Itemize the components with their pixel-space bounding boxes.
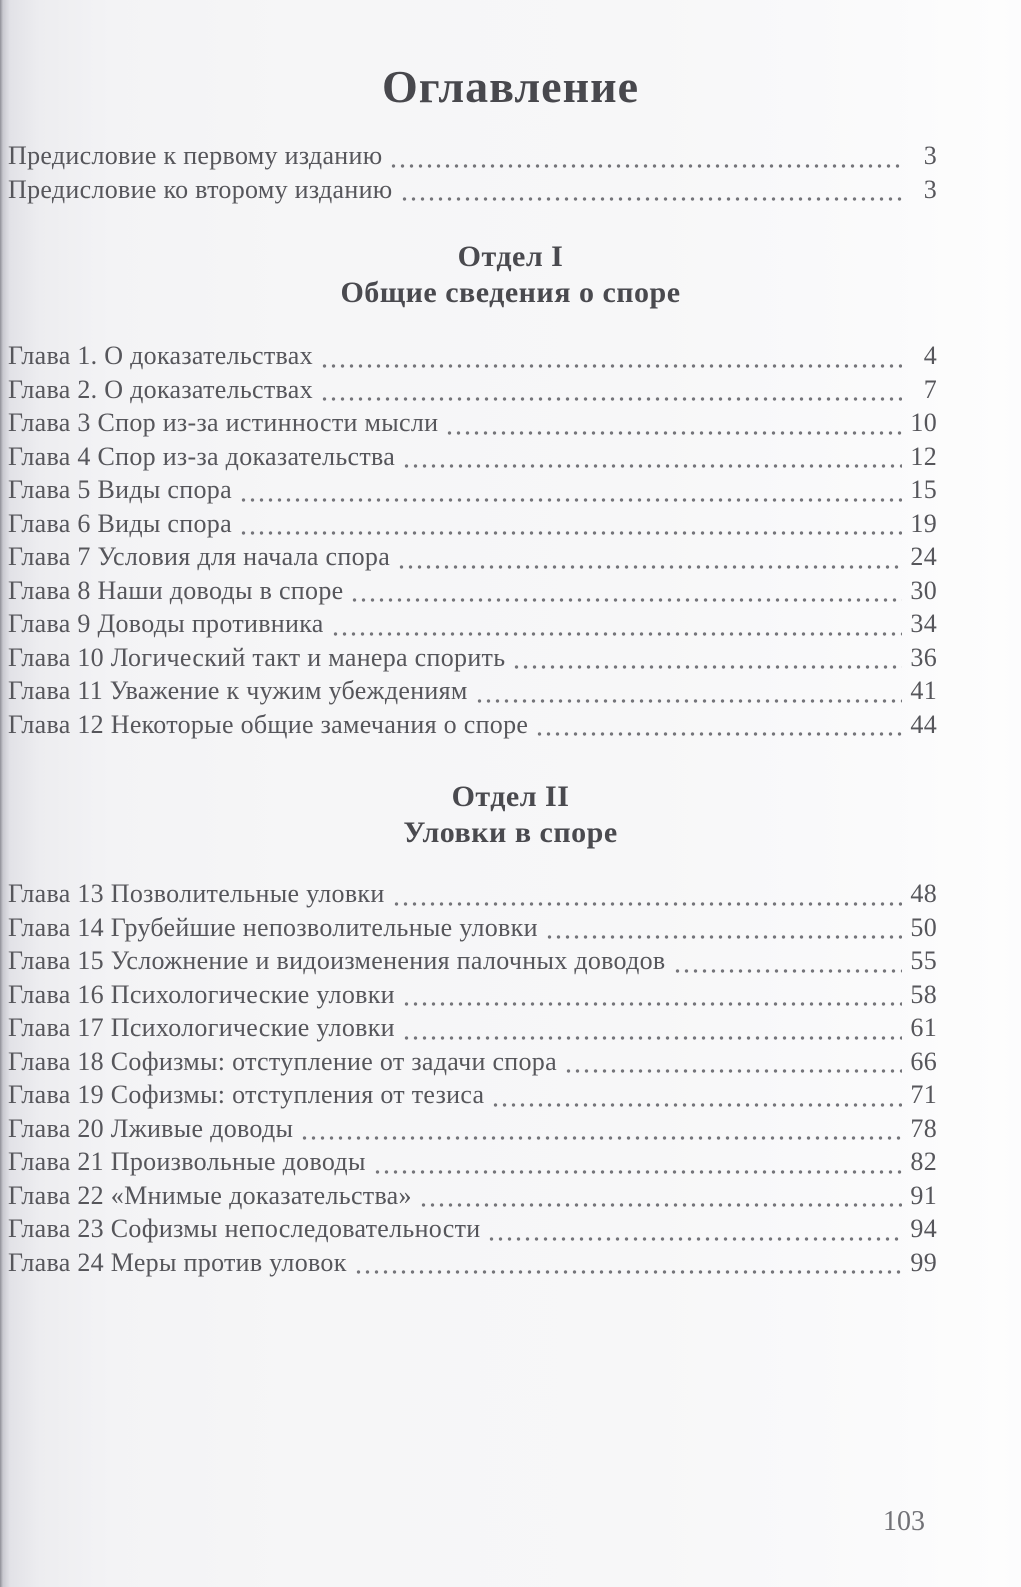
dot-leader (445, 431, 902, 435)
dot-leader (535, 732, 902, 736)
dot-leader (239, 531, 902, 535)
toc-entry-page: 44 (910, 709, 937, 739)
toc-entry-title: Глава 8 Наши доводы в споре (8, 575, 344, 605)
toc-entry (8, 1147, 937, 1181)
toc-entry-page: 15 (910, 475, 937, 504)
dot-leader (397, 565, 902, 569)
toc-entry-title: Глава 1. О доказательствах (8, 341, 313, 370)
toc-entry-title: Глава 17 Психологические уловки (8, 1013, 395, 1042)
dot-leader (373, 1170, 902, 1174)
section-2-title: Отдел II (451, 780, 570, 813)
toc-entry-title: Глава 11 Уважение к чужим убеждениям (8, 676, 468, 705)
dot-leader (673, 969, 902, 973)
toc-entry-page: 91 (910, 1180, 937, 1210)
toc-entry-page: 41 (910, 676, 937, 705)
folio-page-number: 103 (883, 1506, 925, 1537)
section-1-heading (0, 239, 1021, 311)
toc-entry (8, 442, 937, 476)
toc-entry-page: 48 (910, 879, 937, 908)
toc-entry (8, 676, 937, 710)
toc-entry-page: 12 (910, 441, 937, 471)
toc-entry-title: Глава 10 Логический такт и манера спорить (8, 642, 506, 672)
toc-entry (8, 1080, 937, 1114)
dot-leader (491, 1103, 902, 1107)
toc-entry-title: Предисловие к первому изданию (8, 141, 383, 170)
dot-leader (402, 464, 902, 468)
toc-entry-title: Глава 7 Условия для начала спора (8, 542, 391, 571)
section-2-subtitle: Уловки в споре (403, 816, 618, 849)
toc-entry-title: Предисловие ко второму изданию (8, 174, 393, 204)
toc-entry-page: 66 (910, 1046, 937, 1076)
toc-entry-title: Глава 14 Грубейшие непозволительные уловки (8, 912, 538, 942)
toc-entry (8, 341, 937, 375)
section-2-chapter-list (8, 879, 937, 1281)
toc-entry-page: 55 (910, 946, 937, 975)
toc-entry-title: Глава 16 Психологические уловки (8, 979, 395, 1009)
toc-entry-title: Глава 20 Лживые доводы (8, 1113, 294, 1143)
dot-leader (400, 197, 902, 201)
dot-leader (402, 1002, 902, 1006)
dot-leader (389, 164, 902, 168)
dot-leader (354, 1270, 902, 1274)
toc-entry (8, 913, 937, 947)
toc-entry (8, 1248, 937, 1282)
preface-list (8, 141, 937, 208)
toc-entry (8, 408, 937, 442)
toc-entry-page: 10 (910, 408, 937, 437)
toc-entry-page: 34 (910, 609, 937, 638)
toc-entry-title: Глава 24 Меры против уловок (8, 1247, 347, 1277)
toc-entry (8, 980, 937, 1014)
dot-leader (392, 902, 902, 906)
toc-entry-page: 94 (910, 1214, 937, 1243)
toc-entry (8, 576, 937, 610)
dot-leader (239, 498, 902, 502)
toc-entry-title: Глава 12 Некоторые общие замечания о споре (8, 709, 529, 739)
toc-entry (8, 141, 937, 175)
toc-entry-title: Глава 18 Софизмы: отступление от задачи спора (8, 1046, 557, 1076)
toc-entry-page: 71 (910, 1080, 937, 1109)
toc-entry (8, 643, 937, 677)
toc-entry-title: Глава 2. О доказательствах (8, 374, 313, 404)
toc-entry (8, 1013, 937, 1047)
toc-entry-title: Глава 22 «Мнимые доказательства» (8, 1180, 412, 1210)
toc-entry-title: Глава 9 Доводы противника (8, 609, 324, 638)
dot-leader (331, 632, 902, 636)
toc-entry (8, 1114, 937, 1148)
dot-leader (487, 1237, 902, 1241)
toc-entry-title: Глава 4 Спор из-за доказательства (8, 441, 396, 471)
toc-entry-page: 7 (923, 374, 937, 404)
toc-entry (8, 879, 937, 913)
toc-entry-page: 82 (910, 1147, 937, 1176)
toc-entry (8, 1181, 937, 1215)
section-1-subtitle: Общие сведения о споре (340, 276, 681, 309)
toc-entry-page: 19 (910, 508, 937, 538)
section-1-chapter-list (8, 341, 937, 743)
toc-entry (8, 1214, 937, 1248)
toc-entry-page: 36 (910, 642, 937, 672)
dot-leader (512, 665, 902, 669)
toc-entry (8, 1047, 937, 1081)
dot-leader (350, 598, 902, 602)
toc-entry-page: 4 (923, 341, 937, 370)
dot-leader (320, 364, 902, 368)
dot-leader (320, 397, 902, 401)
toc-entry-page: 3 (923, 174, 937, 204)
dot-leader (402, 1036, 902, 1040)
toc-entry-page: 30 (910, 575, 937, 605)
dot-leader (564, 1069, 902, 1073)
toc-entry (8, 946, 937, 980)
dot-leader (300, 1136, 902, 1140)
toc-entry-page: 58 (910, 979, 937, 1009)
toc-entry-title: Глава 21 Произвольные доводы (8, 1147, 366, 1176)
section-2-heading (0, 779, 1021, 851)
toc-entry (8, 375, 937, 409)
toc-entry-page: 50 (910, 912, 937, 942)
toc-entry-page: 99 (910, 1247, 937, 1277)
dot-leader (545, 935, 902, 939)
toc-entry-page: 3 (923, 141, 937, 170)
toc-entry (8, 175, 937, 209)
dot-leader (419, 1203, 902, 1207)
toc-entry (8, 542, 937, 576)
toc-entry-title: Глава 3 Спор из-за истинности мысли (8, 408, 439, 437)
toc-entry-page: 61 (910, 1013, 937, 1042)
toc-entry (8, 710, 937, 744)
toc-entry (8, 609, 937, 643)
toc-entry-title: Глава 5 Виды спора (8, 475, 232, 504)
toc-entry-page: 24 (910, 542, 937, 571)
toc-entry-title: Глава 19 Софизмы: отступления от тезиса (8, 1080, 485, 1109)
dot-leader (475, 699, 902, 703)
page-title: Оглавление (381, 61, 640, 112)
toc-entry (8, 509, 937, 543)
toc-entry (8, 475, 937, 509)
toc-entry-title: Глава 23 Софизмы непоследовательности (8, 1214, 481, 1243)
section-1-title: Отдел I (457, 240, 564, 273)
toc-entry-title: Глава 15 Усложнение и видоизменения палочных доводов (8, 946, 666, 975)
toc-entry-page: 78 (910, 1113, 937, 1143)
toc-entry-title: Глава 13 Позволительные уловки (8, 879, 385, 908)
toc-entry-title: Глава 6 Виды спора (8, 508, 232, 538)
